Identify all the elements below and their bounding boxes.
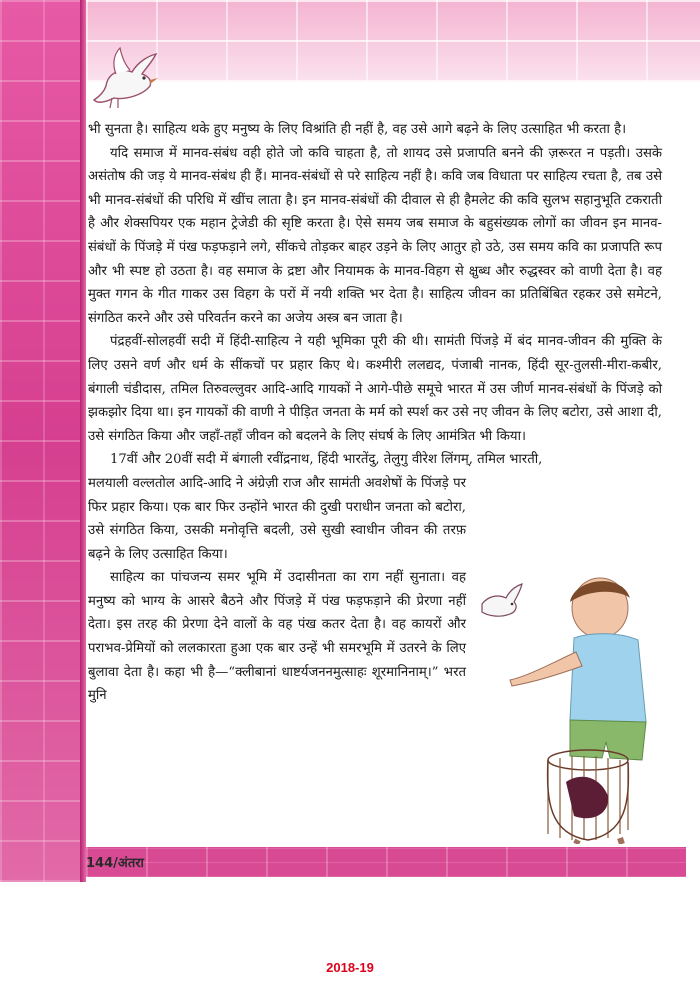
paragraph-5: साहित्य का पांचजन्य समर भूमि में उदासीनता का राग नहीं सुनाता। वह मनुष्य को भाग्य के आसरे बैठने और पिंजड़े में पंख फड़फड़ाने की प्रेरणा नहीं देता। इस तरह की प्रेरणा देने वालों के वह पंख कतर देता है। वह कायरों और पराभव-प्रेमियों को ललकारता हुआ एक बार उन्हें भी समरभूमि में उतरने के लिए बुलावा देता है। कहा भी है—“क्लीबानां धाष्टर्यजननमुत्साहः शूरमानिनाम्।” भरत मुनि (88, 570, 466, 704)
top-brick-background (86, 0, 700, 82)
paragraph-4-rest: मलयाली वल्लतोल आदि-आदि ने अंग्रेज़ी राज और सामंती अवशेषों के पिंजड़े पर फिर प्रहार किया। एक बार फिर उन्होंने भारत की दुखी पराधीन जनता को बटोरा, उसे संगठित किया, उसकी मनोवृत्ति बदली, उसे सुखी स्वाधीन जीवन की तरफ़ बढ़ने के लिए उत्साहित किया। (88, 475, 466, 562)
paragraph-3: पंद्रहवीं-सोलहवीं सदी में हिंदी-साहित्य ने यही भूमिका पूरी की थी। सामंती पिंजड़े में बंद मानव-जीवन की मुक्ति के लिए उसने वर्ण और धर्म के सींकचों पर प्रहार किए थे। कश्मीरी ललद्यद, पंजाबी नानक, हिंदी सूर-तुलसी-मीरा-कबीर, बंगाली चंडीदास, तमिल तिरुवल्लुवर आदि-आदि गायकों ने आगे-पीछे समूचे भारत में उस जीर्ण मानव-संबंधों के पिंजड़े को झकझोर दिया था। इन गायकों की वाणी ने पीड़ित जनता के मर्म को स्पर्श कर उसे नए जीवन के लिए बटोरा, उसे आशा दी, उसे संगठित किया और जहाँ-तहाँ जीवन को बदलने के लिए संघर्ष के लिए आमंत्रित भी किया। (88, 334, 662, 444)
page-number-label: 144/अंतरा (86, 856, 144, 871)
boy-releasing-bird-illustration (470, 572, 690, 844)
paragraph-2: यदि समाज में मानव-संबंध वही होते जो कवि चाहता है, तो शायद उसे प्रजापति बनने की ज़रूरत न पड़ती। उसके असंतोष की जड़ ये मानव-संबंध ही हैं। मानव-संबंधों से परे साहित्य नहीं है। कवि जब विधाता पर साहित्य रचता है, तब उसे भी मानव-संबंधों की परिधि में खींच लाता है। इन मानव-संबंधों की दीवाल से ही हैमलेट की कवि सुलभ सहानुभूति टकराती है और शेक्सपियर एक महान ट्रेजेडी की सृष्टि करता है। ऐसे समय जब समाज के बहुसंख्यक लोगों का जीवन इन मानव-संबंधों के पिंजड़े में पंख फड़फड़ाने लगे, सींकचे तोड़कर बाहर उड़ने के लिए आतुर हो उठे, उस समय कवि का प्रजापति रूप और भी स्पष्ट हो उठता है। वह समाज के द्रष्टा और नियामक के मानव-विहग से क्षुब्ध और रुद्धस्वर को वाणी देता है। वह मुक्त गगन के गीत गाकर उस विहग के परों में नयी शक्ति भर देता है। साहित्य जीवन का प्रतिबिंबित रहकर उसे समेटने, संगठित करने और उसे परिवर्तन करने का अजेय अस्त्र बन जाता है। (88, 145, 662, 326)
left-border-edge (80, 0, 86, 882)
year-label: 2018-19 (326, 960, 374, 975)
footer-bar (86, 847, 686, 877)
paragraph-1: भी सुनता है। साहित्य थके हुए मनुष्य के लिए विश्रांति ही नहीं है, वह उसे आगे बढ़ने के लिए उत्साहित भी करता है। (88, 122, 627, 137)
bird-icon (86, 38, 164, 116)
paragraph-4-lead: 17वीं और 20वीं सदी में बंगाली रवींद्रनाथ, हिंदी भारतेंदु, तेलुगु वीरेश लिंगम्, तमिल भारती, (110, 452, 543, 468)
left-brick-border (0, 0, 86, 882)
